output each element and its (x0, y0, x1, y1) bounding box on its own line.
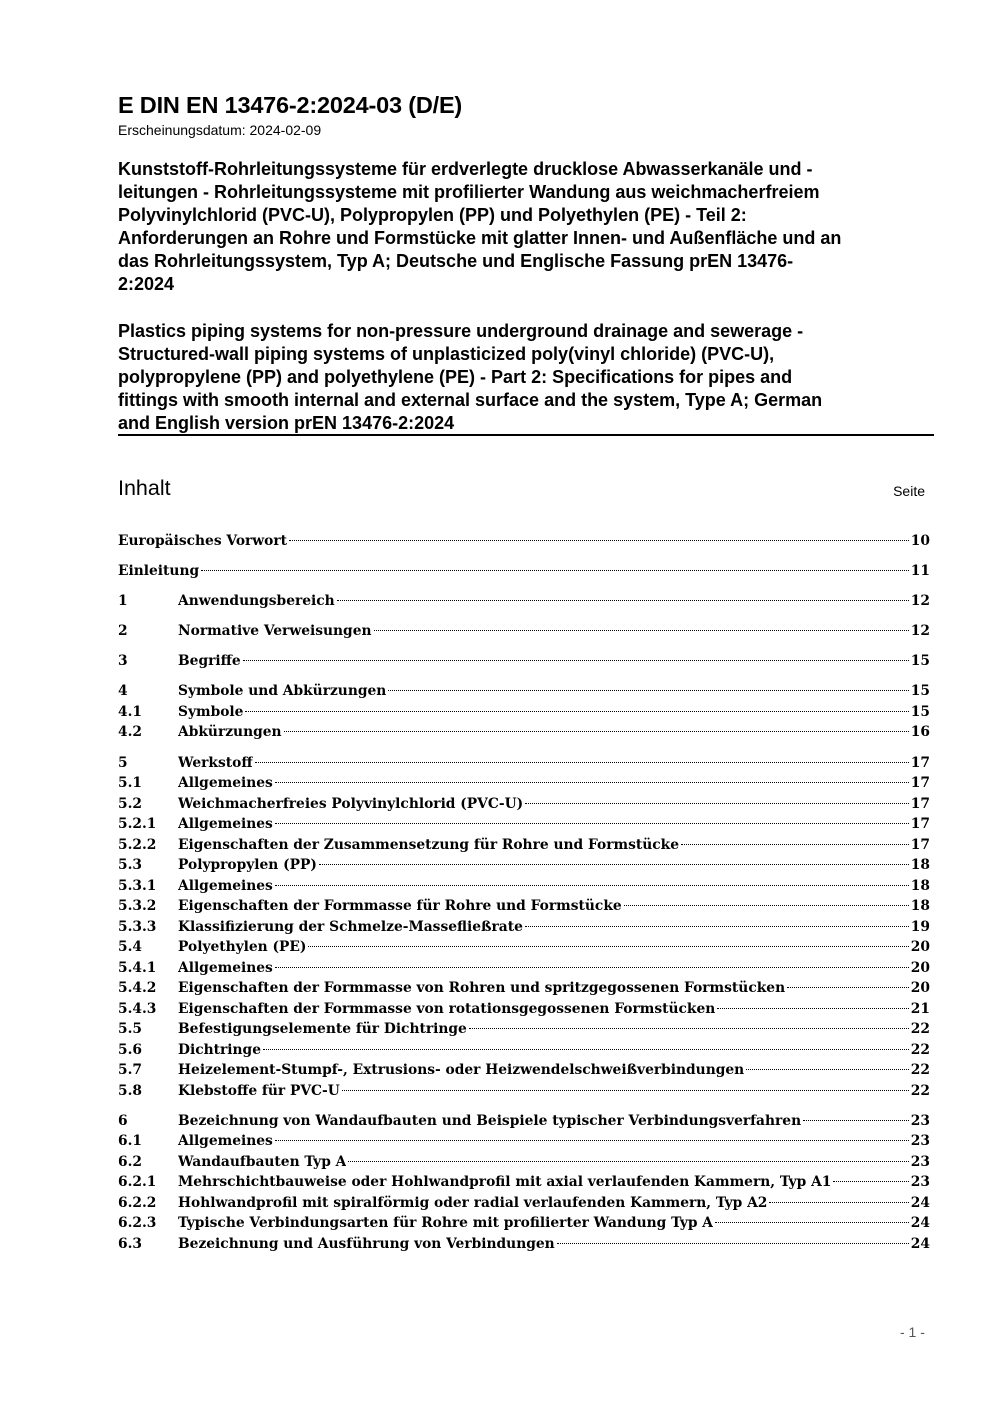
publication-date: Erscheinungsdatum: 2024-02-09 (118, 122, 322, 138)
toc-dot-leader (319, 864, 909, 865)
toc-entry-title: Eigenschaften der Formmasse von rotationsgegossenen Formstücken (178, 1000, 716, 1017)
toc-entry-page: 10 (910, 533, 930, 549)
toc-entry-page: 23 (910, 1174, 930, 1191)
toc-entry[interactable] (118, 561, 930, 582)
toc-dot-leader (255, 762, 909, 763)
toc-dot-leader (275, 967, 909, 968)
toc-dot-leader (284, 731, 909, 732)
toc-entry-number: 4.2 (118, 724, 143, 741)
toc-entry-number: 6 (118, 1112, 128, 1129)
toc-entry-number: 5.3.2 (118, 898, 157, 915)
toc-entry-title: Allgemeines (178, 959, 273, 976)
toc-entry-page: 20 (910, 939, 930, 956)
toc-entry-title: Heizelement-Stumpf-, Extrusions- oder Heizwendelschweißverbindungen (178, 1062, 745, 1079)
toc-entry-number: 1 (118, 593, 128, 610)
toc-entry[interactable] (118, 1040, 930, 1061)
toc-entry[interactable] (118, 917, 930, 938)
title-line: 2:2024 (118, 274, 175, 294)
toc-entry[interactable] (118, 591, 930, 612)
toc-entry-title: Polyethylen (PE) (178, 939, 307, 956)
toc-entry[interactable] (118, 1193, 930, 1214)
toc-dot-leader (715, 1222, 909, 1223)
toc-dot-leader (525, 926, 909, 927)
toc-entry-number: 5 (118, 754, 128, 771)
title-line: leitungen - Rohrleitungssysteme mit profilierter Wandung aus weichmacherfreiem (118, 182, 820, 202)
toc-entry-title: Klassifizierung der Schmelze-Massefließrate (178, 918, 523, 935)
toc-dot-leader (833, 1181, 908, 1182)
toc-entry-number: 3 (118, 653, 128, 670)
toc-entry[interactable] (118, 999, 930, 1020)
toc-entry-title: Eigenschaften der Zusammensetzung für Rohre und Formstücke (178, 836, 679, 853)
toc-dot-leader (525, 803, 909, 804)
toc-entry-title: Begriffe (178, 653, 241, 670)
toc-entry-number: 5.4.2 (118, 980, 157, 997)
title-line: Structured-wall piping systems of unplasticized poly(vinyl chloride) (PVC-U), (118, 344, 775, 364)
toc-entry-title: Bezeichnung von Wandaufbauten und Beispiele typischer Verbindungsverfahren (178, 1112, 802, 1129)
toc-entry-number: 6.2 (118, 1153, 143, 1170)
toc-entry[interactable] (118, 958, 930, 979)
toc-entry-number: 5.4 (118, 939, 143, 956)
toc-entry-title: Eigenschaften der Formmasse für Rohre und Formstücke (178, 898, 622, 915)
toc-entry-title: Allgemeines (178, 877, 273, 894)
toc-dot-leader (275, 1140, 909, 1141)
toc-dot-leader (681, 844, 909, 845)
toc-entry-page: 17 (910, 754, 930, 771)
toc-entry-title: Weichmacherfreies Polyvinylchlorid (PVC-U) (178, 795, 524, 812)
toc-entry-number: 6.2.2 (118, 1194, 157, 1211)
toc-entry-page: 20 (910, 959, 930, 976)
toc-entry-page: 23 (910, 1112, 930, 1129)
toc-entry[interactable] (118, 896, 930, 917)
toc-entry-page: 17 (910, 816, 930, 833)
title-english (118, 320, 934, 435)
title-line: Polyvinylchlorid (PVC-U), Polypropylen (PP) und Polyethylen (PE) - Teil 2: (118, 205, 747, 225)
toc-entry-title: Abkürzungen (178, 724, 282, 741)
toc-entry[interactable] (118, 702, 930, 723)
toc-entry[interactable] (118, 651, 930, 672)
toc-entry[interactable] (118, 621, 930, 642)
toc-entry[interactable] (118, 835, 930, 856)
toc-entry[interactable] (118, 1234, 930, 1255)
toc-entry[interactable] (118, 937, 930, 958)
toc-entry[interactable] (118, 531, 930, 552)
toc-dot-leader (243, 660, 909, 661)
toc-entry[interactable] (118, 876, 930, 897)
toc-entry-title: Allgemeines (178, 1133, 273, 1150)
toc-entry-page: 15 (910, 703, 930, 720)
toc-entry-number: 5.2 (118, 795, 143, 812)
table-of-contents (118, 531, 930, 1254)
toc-entry-number: 5.4.3 (118, 1000, 157, 1017)
toc-entry-title: Hohlwandprofil mit spiralförmig oder radial verlaufenden Kammern, Typ A2 (178, 1194, 768, 1211)
toc-entry[interactable] (118, 722, 930, 743)
toc-dot-leader (787, 987, 909, 988)
toc-entry-title: Anwendungsbereich (178, 593, 335, 610)
toc-dot-leader (557, 1243, 909, 1244)
toc-dot-leader (348, 1161, 908, 1162)
toc-entry-page: 21 (910, 1000, 930, 1017)
toc-entry-page: 17 (910, 836, 930, 853)
toc-dot-leader (245, 711, 908, 712)
toc-entry-page: 11 (910, 563, 930, 580)
toc-entry-title: Dichtringe (178, 1041, 261, 1058)
toc-entry-title: Allgemeines (178, 816, 273, 833)
title-line: Anforderungen an Rohre und Formstücke mit glatter Innen- und Außenfläche und an (118, 228, 842, 248)
toc-dot-leader (746, 1069, 909, 1070)
toc-entry-number: 5.1 (118, 775, 143, 792)
toc-entry-page: 18 (910, 857, 930, 874)
title-line: Plastics piping systems for non-pressure underground drainage and sewerage - (118, 321, 804, 341)
toc-entry-page: 18 (910, 898, 930, 915)
toc-entry-title: Polypropylen (PP) (178, 857, 317, 874)
toc-entry-title: Wandaufbauten Typ A (178, 1153, 347, 1170)
toc-entry[interactable] (118, 1081, 930, 1102)
toc-dot-leader (289, 540, 909, 541)
page-number: - 1 - (900, 1324, 925, 1340)
toc-entry-page: 24 (910, 1194, 930, 1211)
toc-entry-title: Symbole und Abkürzungen (178, 683, 387, 700)
toc-entry-page: 15 (910, 683, 930, 700)
toc-dot-leader (374, 630, 909, 631)
toc-entry[interactable] (118, 1019, 930, 1040)
title-german (118, 158, 934, 296)
toc-entry[interactable] (118, 978, 930, 999)
toc-entry-title: Mehrschichtbauweise oder Hohlwandprofil mit axial verlaufenden Kammern, Typ A1 (178, 1174, 832, 1191)
toc-entry-page: 22 (910, 1082, 930, 1099)
toc-entry-title: Allgemeines (178, 775, 273, 792)
document-number: E DIN EN 13476-2:2024-03 (D/E) (118, 92, 463, 118)
toc-entry-page: 17 (910, 775, 930, 792)
toc-entry-page: 24 (910, 1235, 930, 1252)
toc-entry-page: 22 (910, 1041, 930, 1058)
toc-entry-number: 2 (118, 623, 128, 640)
toc-entry-title: Einleitung (118, 563, 200, 580)
toc-entry-page: 24 (910, 1215, 930, 1232)
toc-entry-number: 4.1 (118, 703, 143, 720)
toc-entry-page: 19 (910, 918, 930, 935)
toc-entry-number: 5.7 (118, 1062, 143, 1079)
toc-entry-page: 23 (910, 1153, 930, 1170)
toc-entry-title: Symbole (178, 703, 244, 720)
toc-entry-number: 5.3.1 (118, 877, 157, 894)
title-line: Kunststoff-Rohrleitungssysteme für erdverlegte drucklose Abwasserkanäle und - (118, 159, 813, 179)
toc-entry[interactable] (118, 1152, 930, 1173)
toc-entry-title: Klebstoffe für PVC-U (178, 1082, 340, 1099)
toc-entry-number: 6.2.1 (118, 1174, 157, 1191)
toc-entry-title: Normative Verweisungen (178, 623, 372, 640)
toc-dot-leader (308, 946, 908, 947)
title-line: fittings with smooth internal and external surface and the system, Type A; German (118, 390, 823, 410)
toc-dot-leader (469, 1028, 909, 1029)
toc-dot-leader (275, 782, 909, 783)
toc-entry[interactable] (118, 1172, 930, 1193)
title-line: and English version prEN 13476-2:2024 (118, 413, 455, 433)
toc-entry-title: Europäisches Vorwort (118, 533, 288, 549)
toc-entry-title: Typische Verbindungsarten für Rohre mit profilierter Wandung Typ A (178, 1215, 714, 1232)
toc-entry-number: 6.1 (118, 1133, 143, 1150)
toc-entry-number: 5.3.3 (118, 918, 157, 935)
toc-entry-title: Werkstoff (178, 754, 253, 771)
toc-entry[interactable] (118, 1060, 930, 1081)
toc-entry-page: 22 (910, 1062, 930, 1079)
toc-page-column-label: Seite (893, 483, 925, 499)
toc-dot-leader (275, 823, 909, 824)
toc-dot-leader (624, 905, 909, 906)
toc-entry-page: 15 (910, 653, 930, 670)
title-divider (118, 434, 934, 436)
title-line: polypropylene (PP) and polyethylene (PE) - Part 2: Specifications for pipes and (118, 367, 793, 387)
title-line: das Rohrleitungssystem, Typ A; Deutsche und Englische Fassung prEN 13476- (118, 251, 794, 271)
toc-entry[interactable] (118, 753, 930, 774)
toc-entry[interactable] (118, 1213, 930, 1234)
toc-dot-leader (263, 1049, 909, 1050)
toc-entry[interactable] (118, 814, 930, 835)
toc-entry[interactable] (118, 1131, 930, 1152)
toc-entry-number: 4 (118, 683, 128, 700)
toc-entry-page: 17 (910, 795, 930, 812)
toc-entry-number: 5.8 (118, 1082, 143, 1099)
toc-entry[interactable] (118, 855, 930, 876)
toc-entry-number: 5.2.2 (118, 836, 157, 853)
toc-dot-leader (337, 600, 909, 601)
toc-entry-number: 5.6 (118, 1041, 143, 1058)
toc-entry-number: 5.3 (118, 857, 143, 874)
toc-dot-leader (717, 1008, 909, 1009)
toc-entry[interactable] (118, 681, 930, 702)
toc-entry-page: 22 (910, 1021, 930, 1038)
toc-entry-page: 18 (910, 877, 930, 894)
toc-entry-page: 16 (910, 724, 930, 741)
toc-dot-leader (769, 1202, 908, 1203)
toc-dot-leader (388, 690, 908, 691)
toc-dot-leader (275, 885, 909, 886)
toc-dot-leader (803, 1120, 909, 1121)
toc-entry-title: Eigenschaften der Formmasse von Rohren und spritzgegossenen Formstücken (178, 980, 786, 997)
toc-entry-page: 20 (910, 980, 930, 997)
toc-entry-page: 12 (910, 623, 930, 640)
toc-entry[interactable] (118, 773, 930, 794)
toc-dot-leader (342, 1090, 909, 1091)
toc-heading: Inhalt (118, 476, 171, 500)
toc-entry-title: Bezeichnung und Ausführung von Verbindungen (178, 1235, 555, 1252)
toc-entry-page: 23 (910, 1133, 930, 1150)
toc-entry-page: 12 (910, 593, 930, 610)
toc-dot-leader (201, 570, 909, 571)
toc-entry-number: 5.5 (118, 1021, 143, 1038)
toc-entry[interactable] (118, 794, 930, 815)
toc-entry-number: 6.3 (118, 1235, 143, 1252)
toc-entry-title: Befestigungselemente für Dichtringe (178, 1021, 467, 1038)
toc-entry-number: 5.2.1 (118, 816, 157, 833)
toc-entry-number: 6.2.3 (118, 1215, 157, 1232)
toc-entry[interactable] (118, 1111, 930, 1132)
toc-entry-number: 5.4.1 (118, 959, 157, 976)
